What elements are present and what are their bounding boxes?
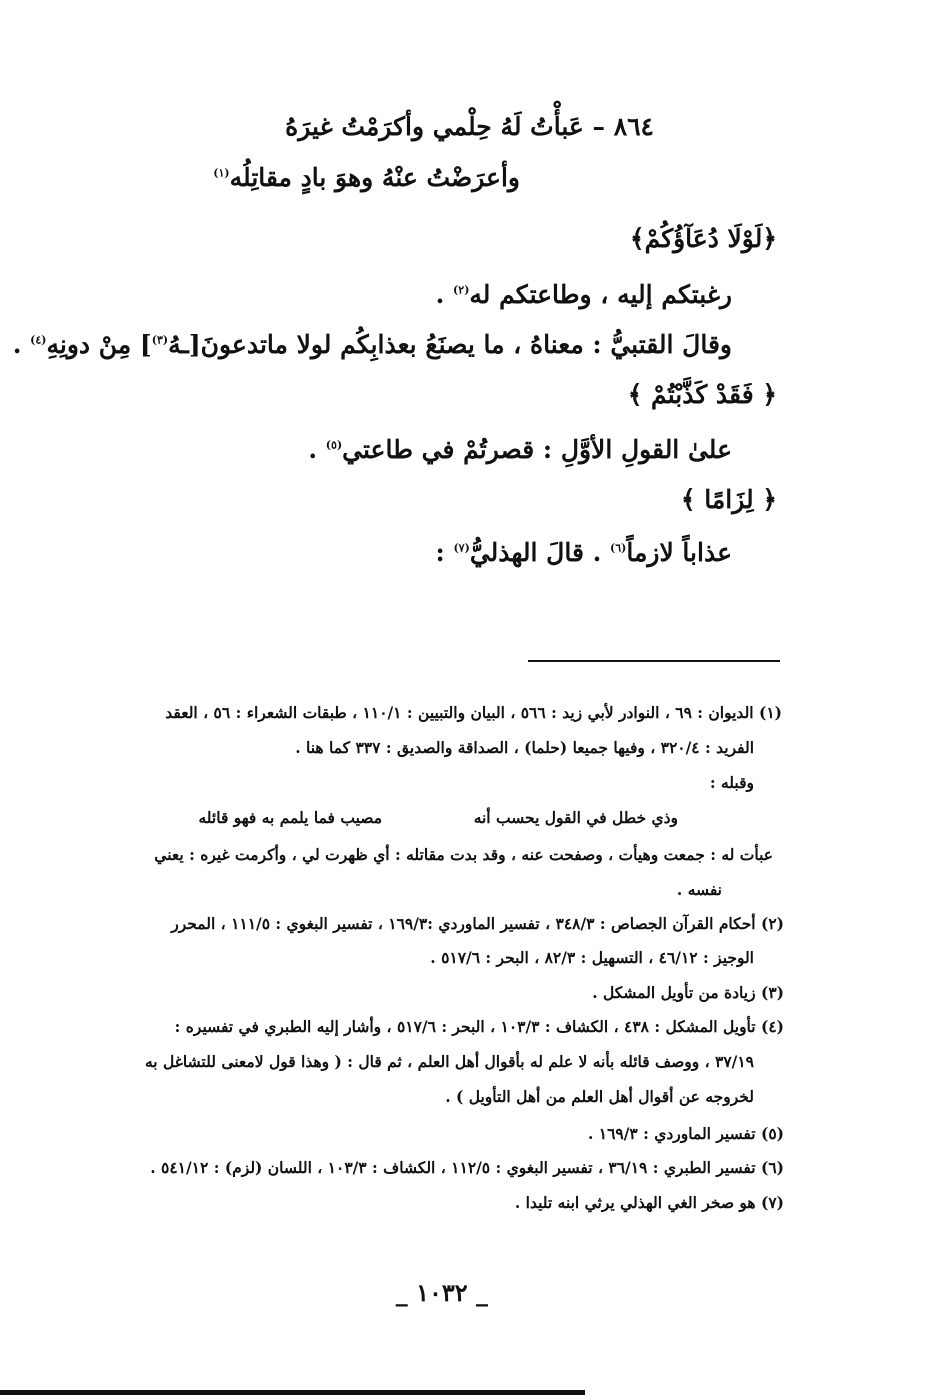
- text-qutabi: وقالَ القتبيُّ : معناهُ ، ما يصنَعُ بعذابِكُم لولا ماتدعونَ[ـهُ: [168, 330, 732, 359]
- footnote-ref-1: (١): [213, 166, 230, 180]
- text-qutabi-tail: .: [12, 330, 31, 359]
- footnote-ref-4: (٤): [30, 333, 47, 347]
- quran-quote-2: ﴿ فَقَدْ كَذَّبْتُمْ ﴾: [627, 380, 777, 409]
- footnote-2-line-1: (٢) أحكام القرآن الجصاص : ٣٤٨/٣ ، تفسير الماوردي :١٦٩/٣ ، تفسير البغوي : ١١١/٥ ، المحرر: [171, 914, 784, 933]
- verse-line-2-text: وأعرَضْتُ عنْهُ وهوَ بادٍ مقاتِلُه: [229, 163, 520, 192]
- verse-line-1: ٨٦٤ – عَبأْتُ لَهُ حِلْمي وأكرَمْتُ غيرَهُ: [285, 112, 654, 141]
- footnote-1-line-5: نفسه .: [676, 880, 722, 899]
- text-qawl-tail: .: [308, 435, 326, 464]
- quran-quote-1: ﴿لَوْلَا دُعَآؤُكُمْ﴾: [629, 224, 777, 253]
- text-line-qawl: [308, 435, 732, 464]
- poem-hemistich-2: مصيب فما يلمم به فهو قائله: [198, 808, 382, 827]
- footnote-2-line-2: الوجيز : ٤٦/١٢ ، التسهيل : ٨٢/٣ ، البحر : ٥١٧/٦ .: [430, 948, 754, 967]
- text-adhab-mid: . قالَ الهذليُّ: [469, 538, 611, 567]
- footnote-ref-3: (٣): [151, 333, 169, 347]
- footnote-ref-2: (٢): [453, 283, 470, 297]
- text-rughba: رغبتكم إليه ، وطاعتكم له: [469, 280, 732, 309]
- footnote-4-line-2: ٣٧/١٩ ، ووصف قائله بأنه لا علم له بأقوال أهل العلم ، ثم قال : ( وهذا قول لامعنى للتشاغل به: [144, 1052, 754, 1071]
- footnote-7: (٧) هو صخر الغي الهذلي يرثي ابنه تليدا .: [514, 1193, 784, 1212]
- footnote-3: (٣) زيادة من تأويل المشكل .: [592, 983, 784, 1002]
- footnote-1-line-3: وقبله :: [709, 773, 754, 792]
- footnote-4-line-1: (٤) تأويل المشكل : ٤٣٨ ، الكشاف : ١٠٣/٣ ، البحر : ٥١٧/٦ ، وأشار إليه الطبري في تفسيره :: [174, 1017, 784, 1036]
- footnote-ref-7: (٧): [453, 541, 470, 555]
- scan-bottom-edge: [0, 1390, 585, 1395]
- text-line-qutabi: [13, 330, 732, 359]
- text-adhab: عذاباً لازماً: [626, 538, 732, 567]
- text-qawl: علىٰ القولِ الأوَّلِ : قصرتُمْ في طاعتي: [342, 435, 732, 464]
- footnote-separator: [528, 660, 780, 662]
- page-number: _ ١٠٣٢ _: [395, 1278, 488, 1307]
- footnote-6: (٦) تفسير الطبري : ٣٦/١٩ ، تفسير البغوي : ١١٢/٥ ، الكشاف : ١٠٣/٣ ، اللسان (لزم) : ٥٤١/١٢ .: [150, 1158, 784, 1177]
- footnote-1-line-2: الفريد : ٣٢٠/٤ ، وفيها جميعا (حلما) ، الصداقة والصديق : ٣٣٧ كما هنا .: [295, 738, 754, 757]
- text-line-adhab: [436, 538, 732, 567]
- text-line-rughba: [436, 280, 732, 309]
- quran-quote-3: ﴿ لِزَامًا ﴾: [680, 485, 777, 514]
- footnote-ref-6: (٦): [610, 541, 627, 555]
- footnote-1-line-1: (١) الديوان : ٦٩ ، النوادر لأبي زيد : ٥٦٦ ، البيان والتبيين : ١١٠/١ ، طبقات الشعراء : ٥٦ ، العقد: [165, 703, 782, 722]
- poem-hemistich-1: وذي خطل في القول يحسب أنه: [473, 808, 678, 827]
- text-qutabi-mid: ] مِنْ دونِهِ: [46, 330, 152, 359]
- footnote-ref-5: (٥): [325, 438, 343, 452]
- verse-line-2: [213, 163, 520, 192]
- footnote-4-line-3: لخروجه عن أقوال أهل العلم من أهل التأويل ) .: [445, 1087, 754, 1106]
- footnote-5: (٥) تفسير الماوردي : ١٦٩/٣ .: [587, 1124, 784, 1143]
- footnote-1-line-4: عبأت له : جمعت وهيأت ، وصفحت عنه ، وقد بدت مقاتله : أي ظهرت لي ، وأكرمت غيره : يعني: [154, 845, 773, 864]
- text-adhab-tail: :: [435, 538, 454, 567]
- text-rughba-tail: .: [435, 280, 454, 309]
